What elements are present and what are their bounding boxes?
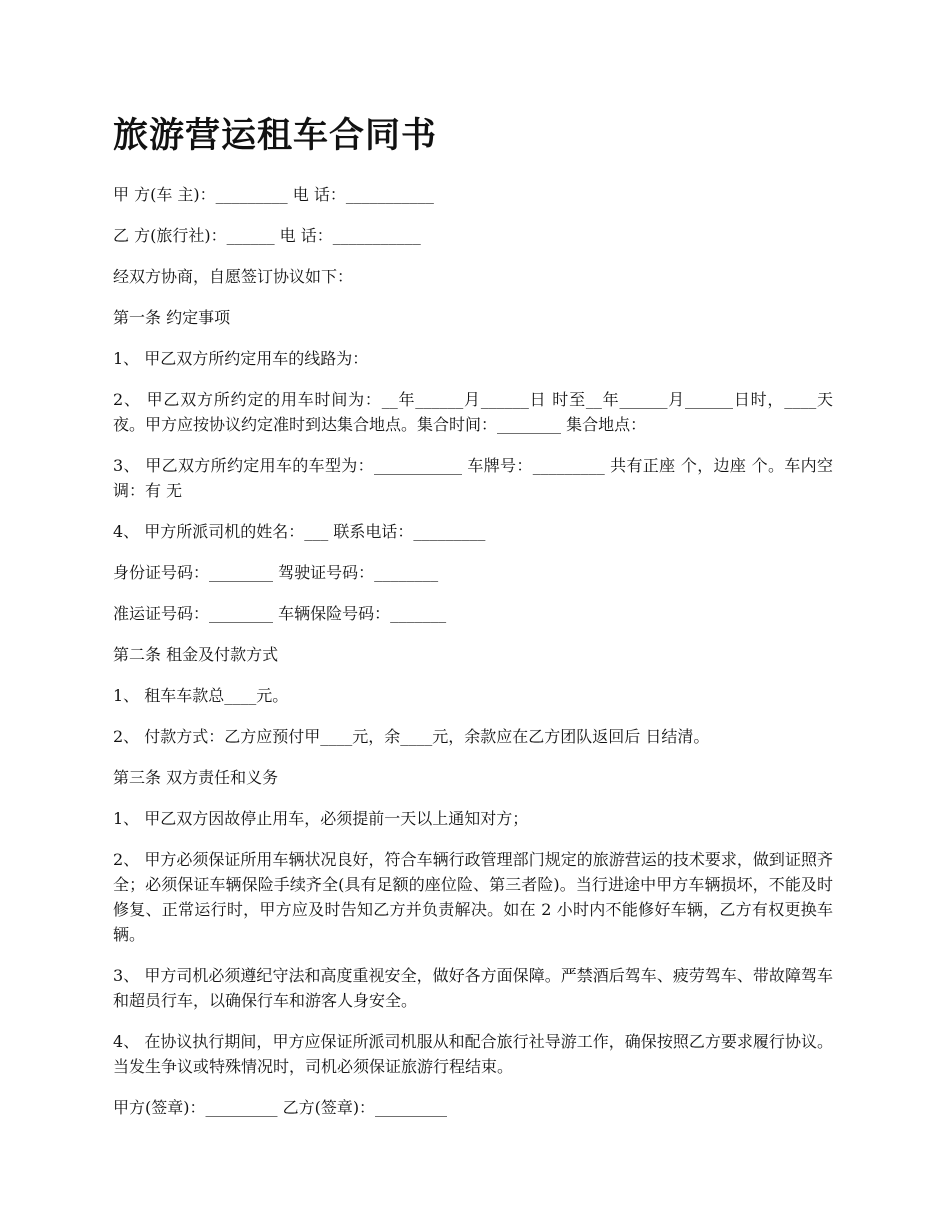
article-3-clause-2: 2、 甲方必须保证所用车辆状况良好，符合车辆行政管理部门规定的旅游营运的技术要求，做到证照齐全；必须保证车辆保险手续齐全(具有足额的座位险、第三者险)。当行进途中甲方车辆损坏，不能及时修复、正常运行时，甲方应及时告知乙方并负责解决。如在 2 小时内不能修好车辆，乙方有权更换车辆。: [113, 850, 833, 944]
article-1-heading: 第一条 约定事项: [113, 308, 231, 327]
document-title: 旅游营运租车合同书: [113, 115, 438, 156]
article-1-clause-2: 2、 甲乙双方所约定的用车时间为：__年______月______日 时至__年______月______日时，____天 夜。甲方应按协议约定准时到达集合地点。集合时间：________ 集合地点：: [113, 390, 833, 434]
article-3-clause-1: 1、 甲乙双方因故停止用车，必须提前一天以上通知对方；: [113, 809, 529, 828]
party-b-line: 乙 方(旅行社)：______ 电 话：___________: [113, 226, 421, 245]
contract-document: [113, 112, 833, 1136]
article-3-heading: 第三条 双方责任和义务: [113, 768, 279, 787]
article-2-clause-1: 1、 租车车款总____元。: [113, 686, 289, 705]
signature-line: 甲方(签章)：_________ 乙方(签章)：_________: [113, 1098, 448, 1117]
permit-insurance-line: 准运证号码：________ 车辆保险号码：_______: [113, 604, 447, 623]
article-1-clause-3: 3、 甲乙双方所约定用车的车型为：___________ 车牌号：_________ 共有正座 个，边座 个。车内空调：有 无: [113, 456, 833, 500]
article-3-clause-4: 4、 在协议执行期间，甲方应保证所派司机服从和配合旅行社导游工作，确保按照乙方要求履行协议。当发生争议或特殊情况时，司机必须保证旅游行程结束。: [113, 1032, 833, 1076]
article-1-clause-1: 1、 甲乙双方所约定用车的线路为：: [113, 349, 369, 368]
article-2-heading: 第二条 租金及付款方式: [113, 645, 279, 664]
intro-paragraph: 经双方协商，自愿签订协议如下：: [113, 267, 354, 286]
id-license-line: 身份证号码：________ 驾驶证号码：________: [113, 563, 439, 582]
party-a-line: 甲 方(车 主)：_________ 电 话：___________: [113, 185, 434, 204]
article-3-clause-3: 3、 甲方司机必须遵纪守法和高度重视安全，做好各方面保障。严禁酒后驾车、疲劳驾车、带故障驾车和超员行车，以确保行车和游客人身安全。: [113, 966, 833, 1010]
article-2-clause-2: 2、 付款方式：乙方应预付甲____元，余____元，余款应在乙方团队返回后 日结清。: [113, 727, 710, 746]
article-1-clause-4: 4、 甲方所派司机的姓名：___ 联系电话：_________: [113, 522, 486, 541]
